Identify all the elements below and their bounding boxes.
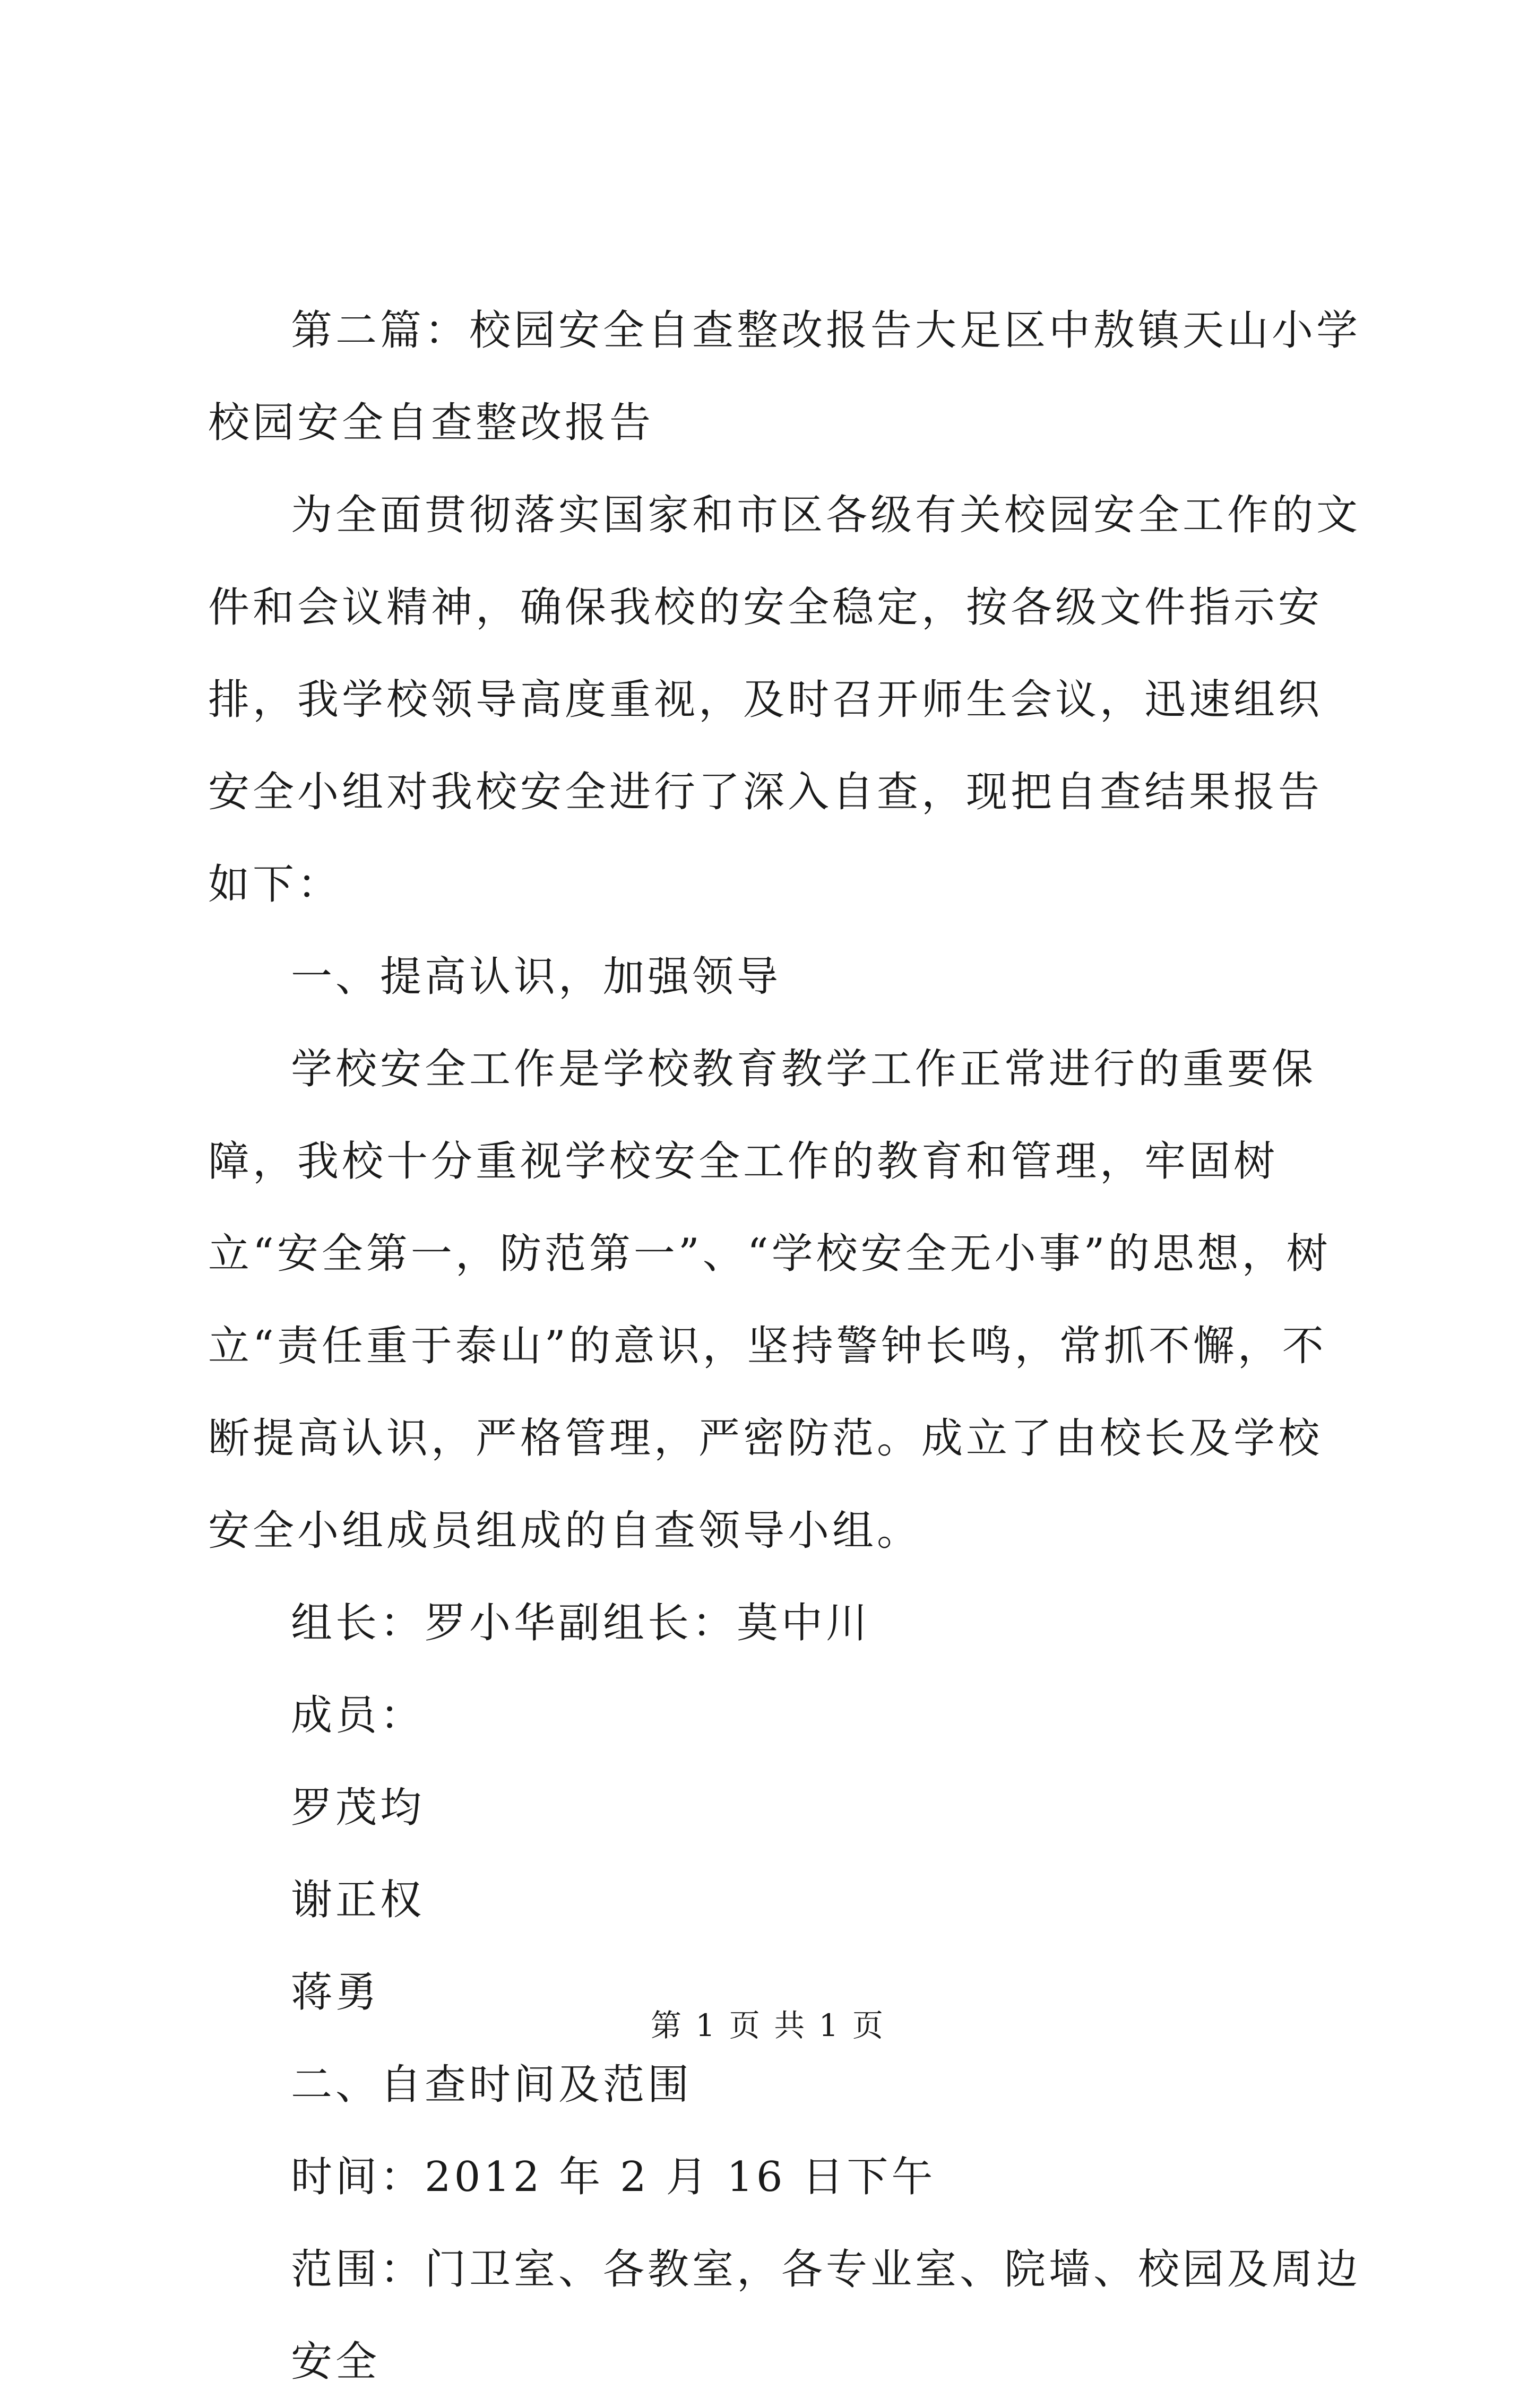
members-label: 成员：: [291, 1692, 425, 1739]
page-number-footer: 第 1 页 共 1 页: [651, 2007, 885, 2043]
section-2-heading: 二、自查时间及范围: [291, 2061, 693, 2109]
section-1-heading: 一、提高认识，加强领导: [291, 953, 782, 1001]
leaders-line: 组长：罗小华副组长：莫中川: [291, 1599, 871, 1647]
time-line: 时间：2012 年 2 月 16 日下午: [291, 2153, 936, 2201]
member-item: 蒋勇: [291, 1969, 381, 2016]
member-item: 罗茂均: [291, 1784, 425, 1832]
document-title: 第二篇：校园安全自查整改报告大足区中敖镇天山小学校园安全自查整改报告: [208, 307, 1361, 447]
document-body: [208, 284, 1365, 2408]
section-1-paragraph: 学校安全工作是学校教育教学工作正常进行的重要保障，我校十分重视学校安全工作的教育和管理，牢固树立“安全第一，防范第一”、“学校安全无小事”的思想，树立“责任重于泰山”的意识，坚持警钟长鸣，常抓不懈，不断提高认识，严格管理，严密防范。成立了由校长及学校安全小组成员组成的自查领导小组。: [208, 1045, 1331, 1555]
intro-paragraph: 为全面贯彻落实国家和市区各级有关校园安全工作的文件和会议精神，确保我校的安全稳定，按各级文件指示安排，我学校领导高度重视，及时召开师生会议，迅速组织安全小组对我校安全进行了深入自查，现把自查结果报告如下：: [208, 491, 1361, 908]
scope-line: 范围：门卫室、各教室，各专业室、院墙、校园及周边安全: [291, 2246, 1361, 2386]
member-item: 谢正权: [291, 1876, 425, 1924]
